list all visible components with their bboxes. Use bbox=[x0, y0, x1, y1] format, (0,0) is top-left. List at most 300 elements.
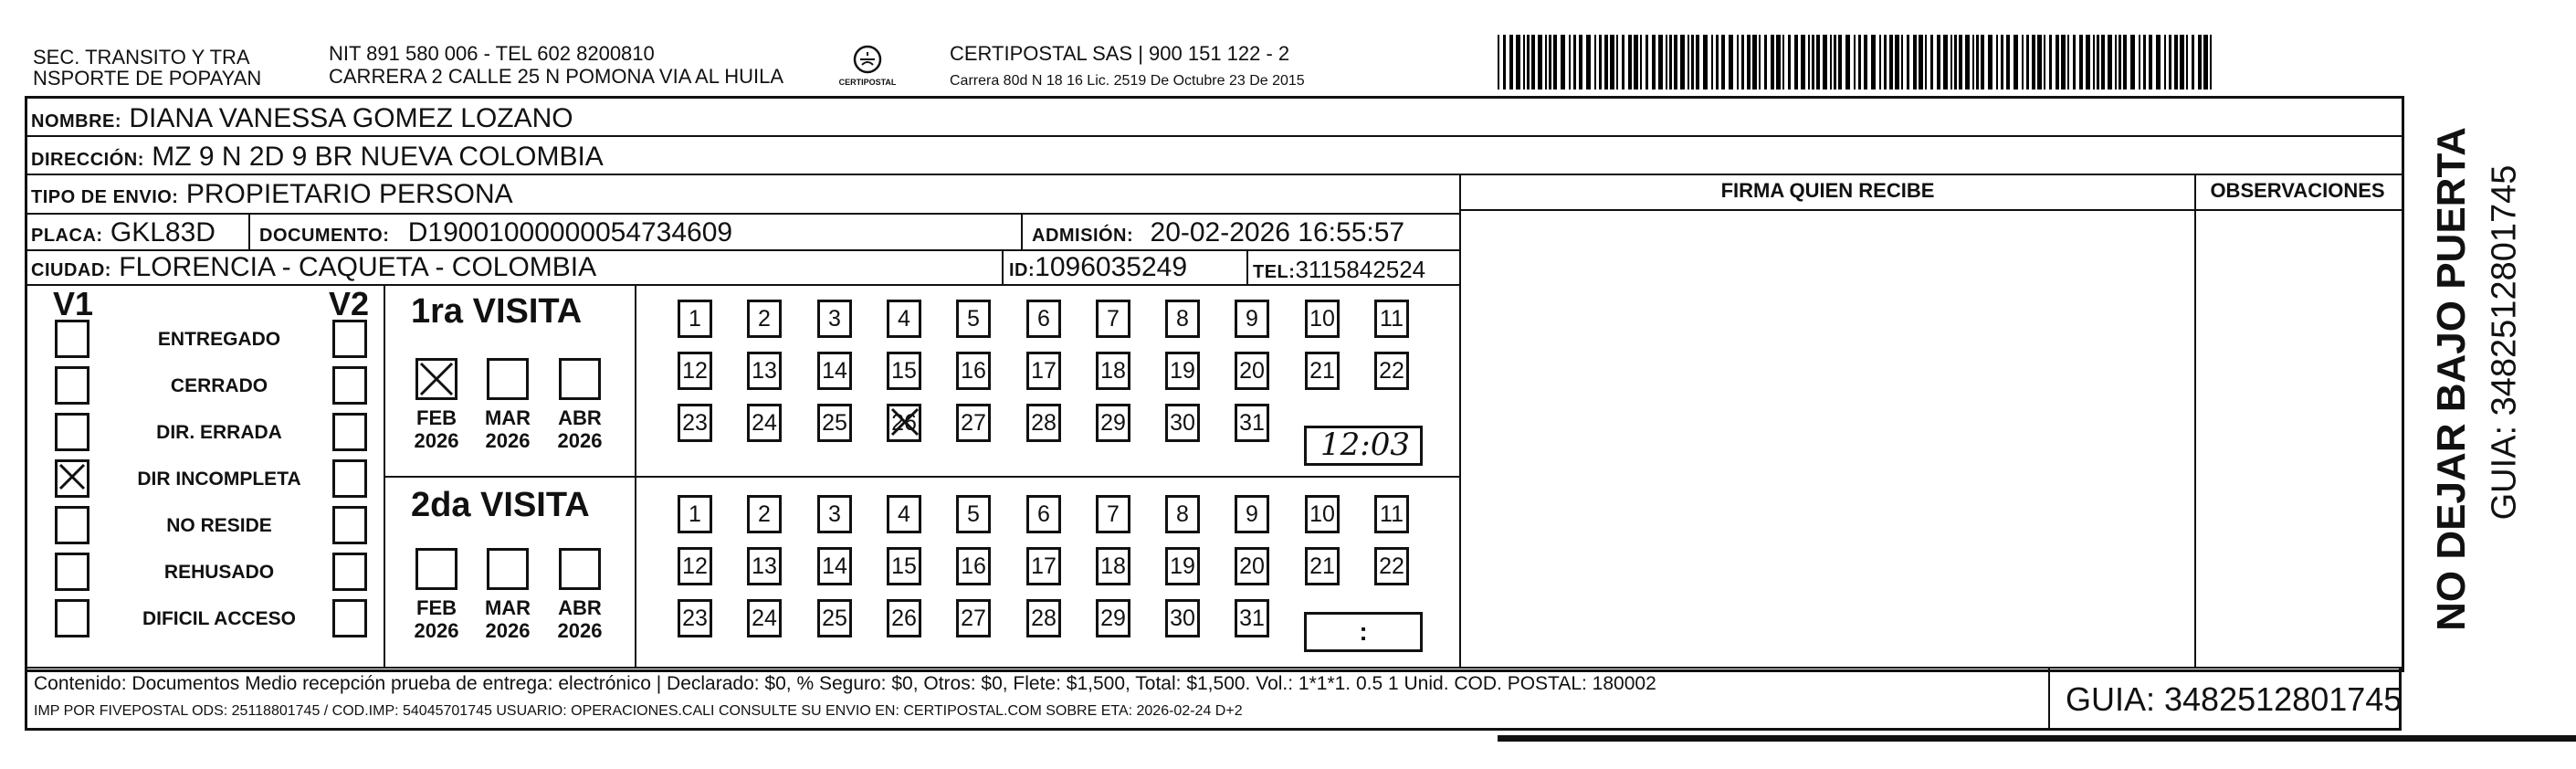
firma-header: FIRMA QUIEN RECIBE bbox=[1720, 179, 1935, 202]
day-box[interactable] bbox=[887, 300, 921, 338]
month-year: 2026 bbox=[557, 429, 603, 452]
month-name: MAR bbox=[484, 406, 531, 429]
status-label: REHUSADO bbox=[163, 562, 275, 583]
barcode-bar bbox=[2073, 35, 2076, 90]
day-number: 9 bbox=[1246, 306, 1258, 332]
barcode-bar bbox=[1879, 35, 1881, 90]
day-box[interactable] bbox=[817, 599, 852, 637]
barcode-bar bbox=[1930, 35, 1933, 90]
placa-value: GKL83D bbox=[110, 217, 216, 248]
barcode-bar bbox=[1943, 35, 1948, 90]
day-number: 31 bbox=[1239, 606, 1265, 631]
barcode-bar bbox=[1586, 35, 1591, 90]
day-box[interactable] bbox=[956, 495, 991, 533]
barcode-bar bbox=[2097, 35, 2099, 90]
month-label bbox=[480, 596, 535, 642]
barcode-bar bbox=[1711, 35, 1713, 90]
day-number: 5 bbox=[967, 501, 980, 527]
barcode-bar bbox=[1913, 35, 1917, 90]
v2-checkbox[interactable] bbox=[332, 599, 367, 637]
barcode-bar bbox=[2174, 35, 2178, 90]
day-box[interactable] bbox=[1026, 599, 1061, 637]
day-number: 11 bbox=[1380, 306, 1404, 332]
barcode-bar bbox=[1604, 35, 1608, 90]
day-number: 18 bbox=[1100, 553, 1126, 579]
v1-label: V1 bbox=[53, 285, 94, 322]
day-number: 6 bbox=[1037, 306, 1050, 332]
day-box[interactable] bbox=[1165, 352, 1200, 390]
first-visit-title: 1ra VISITA bbox=[411, 292, 583, 331]
barcode-bar bbox=[1788, 35, 1791, 90]
day-box[interactable] bbox=[1305, 495, 1340, 533]
barcode-bar bbox=[2180, 35, 2184, 90]
barcode-bar bbox=[1782, 35, 1784, 90]
barcode-bar bbox=[1737, 35, 1739, 90]
barcode-bar bbox=[1634, 35, 1638, 90]
barcode-bar bbox=[2130, 35, 2135, 90]
month-year: 2026 bbox=[414, 619, 459, 642]
day-box[interactable] bbox=[747, 547, 782, 585]
barcode-bar bbox=[1838, 35, 1842, 90]
barcode-bar bbox=[1680, 35, 1685, 90]
barcode-bar bbox=[1561, 35, 1565, 90]
day-number: 26 bbox=[891, 410, 917, 436]
barcode-bar bbox=[1545, 35, 1547, 90]
day-box[interactable] bbox=[678, 495, 712, 533]
day-box[interactable] bbox=[678, 599, 712, 637]
day-number: 18 bbox=[1100, 358, 1126, 384]
month-name: FEB bbox=[416, 406, 457, 429]
day-number: 17 bbox=[1031, 553, 1057, 579]
day-number: 4 bbox=[898, 306, 910, 332]
barcode-bar bbox=[2101, 35, 2105, 90]
month-label bbox=[552, 596, 607, 642]
day-box[interactable] bbox=[817, 300, 852, 338]
day-number: 7 bbox=[1107, 306, 1120, 332]
day-number: 15 bbox=[891, 553, 917, 579]
barcode-bar bbox=[1871, 35, 1876, 90]
day-number: 28 bbox=[1031, 410, 1057, 436]
divider bbox=[2194, 174, 2196, 667]
barcode-bar bbox=[2108, 35, 2112, 90]
first-visit-time-box[interactable] bbox=[1304, 426, 1423, 466]
day-box[interactable] bbox=[1374, 352, 1409, 390]
barcode-bar bbox=[1864, 35, 1867, 90]
month-checkbox[interactable] bbox=[415, 358, 457, 400]
day-number: 31 bbox=[1239, 410, 1265, 436]
day-number: 16 bbox=[961, 358, 986, 384]
day-number: 17 bbox=[1031, 358, 1057, 384]
day-number: 3 bbox=[828, 306, 841, 332]
id-value: 1096035249 bbox=[1035, 252, 1188, 282]
day-number: 3 bbox=[828, 501, 841, 527]
v2-checkbox[interactable] bbox=[332, 413, 367, 451]
day-box[interactable] bbox=[817, 404, 852, 442]
v2-label: V2 bbox=[329, 285, 370, 322]
day-number: 1 bbox=[689, 501, 701, 527]
status-label: ENTREGADO bbox=[157, 329, 281, 350]
day-box[interactable] bbox=[1235, 404, 1269, 442]
barcode-bar bbox=[1616, 35, 1618, 90]
day-box[interactable] bbox=[1374, 300, 1409, 338]
barcode-bar bbox=[2086, 35, 2090, 90]
status-label: DIR. ERRADA bbox=[156, 422, 282, 443]
second-visit-time-box[interactable]: : bbox=[1304, 612, 1423, 652]
barcode-bar bbox=[1884, 35, 1887, 90]
barcode-bar bbox=[2006, 35, 2010, 90]
day-box[interactable] bbox=[817, 547, 852, 585]
barcode-bar bbox=[1858, 35, 1861, 90]
barcode-bar bbox=[2169, 35, 2171, 90]
month-name: FEB bbox=[416, 596, 457, 619]
day-box[interactable] bbox=[956, 404, 991, 442]
barcode-bar bbox=[1752, 35, 1757, 90]
admision-value: 20-02-2026 16:55:57 bbox=[1150, 217, 1405, 248]
day-box[interactable] bbox=[678, 300, 712, 338]
barcode-bar bbox=[1669, 35, 1672, 90]
barcode-bar bbox=[2022, 35, 2024, 90]
month-checkbox[interactable] bbox=[487, 548, 529, 590]
day-box[interactable] bbox=[1165, 599, 1200, 637]
barcode-bar bbox=[2056, 35, 2059, 90]
day-number: 23 bbox=[682, 410, 708, 436]
month-year: 2026 bbox=[485, 619, 531, 642]
v1-checkbox[interactable] bbox=[55, 366, 89, 405]
barcode-bar bbox=[1549, 35, 1551, 90]
barcode-bar bbox=[1954, 35, 1957, 90]
barcode-bar bbox=[1645, 35, 1648, 90]
day-box[interactable] bbox=[956, 599, 991, 637]
day-box[interactable] bbox=[817, 495, 852, 533]
tipo-field bbox=[31, 179, 513, 213]
sender-line-1: SEC. TRANSITO Y TRA bbox=[33, 46, 250, 68]
v1-checkbox[interactable] bbox=[55, 506, 89, 544]
ciudad-value: FLORENCIA - CAQUETA - COLOMBIA bbox=[119, 252, 597, 282]
barcode-bar bbox=[1509, 35, 1513, 90]
barcode-bar bbox=[2061, 35, 2066, 90]
day-box[interactable] bbox=[1165, 547, 1200, 585]
divider bbox=[1002, 249, 1004, 284]
day-box[interactable] bbox=[1374, 547, 1409, 585]
barcode-bar bbox=[1573, 35, 1576, 90]
day-number: 24 bbox=[752, 410, 777, 436]
barcode-bar bbox=[1950, 35, 1952, 90]
day-box[interactable] bbox=[956, 547, 991, 585]
day-number: 16 bbox=[961, 553, 986, 579]
month-year: 2026 bbox=[557, 619, 603, 642]
direccion-field bbox=[31, 142, 604, 175]
barcode-bar bbox=[2049, 35, 2052, 90]
barcode-bar bbox=[1553, 35, 1557, 90]
tel-field bbox=[1253, 254, 1425, 288]
barcode-bar bbox=[1794, 35, 1798, 90]
day-box[interactable] bbox=[887, 599, 921, 637]
v1-checkbox[interactable] bbox=[55, 553, 89, 591]
day-box[interactable] bbox=[1235, 495, 1269, 533]
day-box[interactable] bbox=[817, 352, 852, 390]
nombre-field bbox=[31, 103, 573, 137]
barcode-bar bbox=[1729, 35, 1733, 90]
barcode-bar bbox=[1764, 35, 1767, 90]
barcode-bar bbox=[1937, 35, 1940, 90]
day-box[interactable] bbox=[678, 404, 712, 442]
direccion-value: MZ 9 N 2D 9 BR NUEVA COLOMBIA bbox=[152, 142, 604, 172]
day-number: 29 bbox=[1100, 606, 1126, 631]
status-label: CERRADO bbox=[170, 375, 268, 396]
month-label bbox=[409, 406, 464, 452]
barcode-bar bbox=[2037, 35, 2042, 90]
barcode-bar bbox=[2001, 35, 2003, 90]
day-number: 21 bbox=[1309, 553, 1335, 579]
barcode-bar bbox=[1907, 35, 1909, 90]
day-box[interactable] bbox=[887, 495, 921, 533]
barcode-bar bbox=[1845, 35, 1850, 90]
tel-label: TEL: bbox=[1253, 262, 1296, 282]
barcode-bar bbox=[1640, 35, 1642, 90]
barcode-bar bbox=[1741, 35, 1744, 90]
barcode-bar bbox=[1622, 35, 1624, 90]
day-box[interactable] bbox=[887, 352, 921, 390]
v2-checkbox[interactable] bbox=[332, 459, 367, 498]
footer-guia: GUIA: 3482512801745 bbox=[2066, 680, 2403, 718]
day-box[interactable] bbox=[1096, 599, 1130, 637]
barcode-bar bbox=[1919, 35, 1923, 90]
barcode-bar bbox=[1816, 35, 1820, 90]
v2-checkbox[interactable] bbox=[332, 320, 367, 358]
day-box[interactable] bbox=[747, 300, 782, 338]
barcode-bar bbox=[1895, 35, 1899, 90]
day-number: 23 bbox=[682, 606, 708, 631]
day-box[interactable] bbox=[1305, 300, 1340, 338]
day-number: 27 bbox=[961, 606, 986, 631]
documento-value: D19001000000054734609 bbox=[407, 217, 733, 248]
day-box[interactable] bbox=[1165, 300, 1200, 338]
day-box[interactable] bbox=[1305, 547, 1340, 585]
day-box[interactable] bbox=[1165, 495, 1200, 533]
certipostal-logo bbox=[836, 41, 899, 96]
barcode-bar bbox=[1721, 35, 1725, 90]
day-box[interactable] bbox=[1096, 495, 1130, 533]
second-visit-title: 2da VISITA bbox=[411, 486, 590, 524]
barcode-bar bbox=[2198, 35, 2202, 90]
day-number: 11 bbox=[1380, 501, 1404, 527]
day-box[interactable] bbox=[956, 300, 991, 338]
day-number: 25 bbox=[822, 606, 847, 631]
v1-checkbox[interactable] bbox=[55, 320, 89, 358]
month-name: ABR bbox=[558, 596, 602, 619]
divider bbox=[1246, 249, 1248, 284]
day-box[interactable] bbox=[747, 352, 782, 390]
divider bbox=[384, 476, 1461, 478]
barcode-bar bbox=[1972, 35, 1974, 90]
barcode-bar bbox=[2032, 35, 2035, 90]
v2-checkbox[interactable] bbox=[332, 366, 367, 405]
day-number: 8 bbox=[1176, 501, 1189, 527]
v2-checkbox[interactable] bbox=[332, 506, 367, 544]
x-mark-icon bbox=[418, 361, 455, 397]
barcode-bar bbox=[1538, 35, 1542, 90]
day-box[interactable] bbox=[1026, 404, 1061, 442]
day-number: 12 bbox=[682, 358, 708, 384]
month-checkbox[interactable] bbox=[487, 358, 529, 400]
barcode-bar bbox=[1531, 35, 1535, 90]
footer-imp-line: IMP POR FIVEPOSTAL ODS: 25118801745 / COD.IMP: 54045701745 USUARIO: OPERACIONES.CALI CONSULTE SU ENVIO EN: CERTIPOSTAL.COM SOBRE ETA: 2026-02-24 D+2 bbox=[34, 703, 1243, 719]
v1-checkbox[interactable] bbox=[55, 459, 89, 498]
barcode-bar bbox=[1703, 35, 1708, 90]
barcode-bar bbox=[1599, 35, 1602, 90]
day-number: 10 bbox=[1309, 501, 1335, 527]
nit-line: NIT 891 580 006 - TEL 602 8200810 bbox=[329, 42, 655, 65]
barcode-bar bbox=[1569, 35, 1571, 90]
barcode-bar bbox=[1503, 35, 1506, 90]
placa-label: PLACA: bbox=[31, 226, 103, 246]
barcode-bar bbox=[1666, 35, 1667, 90]
day-box[interactable] bbox=[887, 404, 921, 442]
ciudad-field bbox=[31, 252, 596, 286]
day-number: 19 bbox=[1170, 358, 1195, 384]
barcode-bar bbox=[1579, 35, 1582, 90]
month-label bbox=[480, 406, 535, 452]
barcode-bar bbox=[1834, 35, 1836, 90]
barcode-bar bbox=[1959, 35, 1962, 90]
divider bbox=[25, 213, 1460, 215]
day-box[interactable] bbox=[1235, 547, 1269, 585]
day-number: 28 bbox=[1031, 606, 1057, 631]
day-box[interactable] bbox=[1235, 599, 1269, 637]
observaciones-header: OBSERVACIONES bbox=[2210, 179, 2385, 202]
day-box[interactable] bbox=[747, 495, 782, 533]
id-field bbox=[1009, 252, 1187, 286]
day-box[interactable] bbox=[1235, 300, 1269, 338]
barcode-bar bbox=[2093, 35, 2095, 90]
sender-line-2: NSPORTE DE POPAYAN bbox=[33, 67, 262, 90]
barcode-bar bbox=[1747, 35, 1751, 90]
barcode-bar bbox=[1759, 35, 1761, 90]
day-number: 22 bbox=[1379, 358, 1404, 384]
divider bbox=[1021, 213, 1023, 249]
day-number: 1 bbox=[689, 306, 701, 332]
month-checkbox[interactable] bbox=[559, 358, 601, 400]
day-box[interactable] bbox=[747, 404, 782, 442]
barcode-bar bbox=[1594, 35, 1596, 90]
documento-label: DOCUMENTO: bbox=[259, 226, 390, 246]
barcode-bar bbox=[1901, 35, 1903, 90]
day-number: 14 bbox=[822, 358, 847, 384]
day-box[interactable] bbox=[1165, 404, 1200, 442]
barcode-bar bbox=[2203, 35, 2208, 90]
barcode-bar bbox=[1610, 35, 1614, 90]
barcode-bar bbox=[1801, 35, 1805, 90]
first-visit-time: 12:03 bbox=[1320, 427, 1410, 463]
no-dejar-text: NO DEJAR BAJO PUERTA bbox=[2429, 127, 2474, 631]
barcode-bar bbox=[1688, 35, 1689, 90]
month-checkbox[interactable] bbox=[415, 548, 457, 590]
barcode-bar bbox=[2013, 35, 2018, 90]
day-box[interactable] bbox=[1026, 495, 1061, 533]
barcode-bar bbox=[1771, 35, 1774, 90]
nombre-value: DIANA VANESSA GOMEZ LOZANO bbox=[129, 103, 573, 133]
month-label bbox=[552, 406, 607, 452]
day-box[interactable] bbox=[1305, 352, 1340, 390]
status-label: DIFICIL ACCESO bbox=[142, 608, 296, 629]
divider bbox=[2048, 667, 2050, 731]
tear-line bbox=[1498, 735, 2576, 742]
barcode-bar bbox=[2119, 35, 2121, 90]
v2-checkbox[interactable] bbox=[332, 553, 367, 591]
day-box[interactable] bbox=[956, 352, 991, 390]
side-warning bbox=[2420, 114, 2484, 644]
day-box[interactable] bbox=[678, 352, 712, 390]
day-number: 25 bbox=[822, 410, 847, 436]
month-checkbox[interactable] bbox=[559, 548, 601, 590]
day-number: 22 bbox=[1379, 553, 1404, 579]
barcode-bar bbox=[1776, 35, 1781, 90]
side-guia bbox=[2479, 114, 2529, 644]
barcode-bar bbox=[1658, 35, 1663, 90]
day-box[interactable] bbox=[678, 547, 712, 585]
day-box[interactable] bbox=[887, 547, 921, 585]
barcode-bar bbox=[1516, 35, 1520, 90]
day-number: 7 bbox=[1107, 501, 1120, 527]
day-number: 19 bbox=[1170, 553, 1195, 579]
day-number: 8 bbox=[1176, 306, 1189, 332]
month-year: 2026 bbox=[414, 429, 459, 452]
barcode-bar bbox=[1988, 35, 1992, 90]
barcode-bar bbox=[1696, 35, 1699, 90]
v1-checkbox[interactable] bbox=[55, 599, 89, 637]
side-guia-text: GUIA: 3482512801745 bbox=[2485, 164, 2524, 521]
barcode-bar bbox=[1976, 35, 1979, 90]
day-box[interactable] bbox=[1096, 300, 1130, 338]
barcode-bar bbox=[2149, 35, 2152, 90]
barcode-bar bbox=[2067, 35, 2069, 90]
barcode-bar bbox=[1691, 35, 1694, 90]
barcode bbox=[1498, 35, 2219, 90]
day-box[interactable] bbox=[1374, 495, 1409, 533]
day-box[interactable] bbox=[1096, 547, 1130, 585]
logo-text: CERTIPOSTAL bbox=[838, 78, 897, 87]
day-number: 30 bbox=[1170, 410, 1195, 436]
v1-checkbox[interactable] bbox=[55, 413, 89, 451]
barcode-bar bbox=[2143, 35, 2146, 90]
day-number: 21 bbox=[1309, 358, 1335, 384]
day-box[interactable] bbox=[1096, 404, 1130, 442]
barcode-bar bbox=[1812, 35, 1814, 90]
barcode-bar bbox=[2123, 35, 2127, 90]
barcode-bar bbox=[2079, 35, 2083, 90]
day-box[interactable] bbox=[747, 599, 782, 637]
month-label bbox=[409, 596, 464, 642]
ciudad-label: CIUDAD: bbox=[31, 260, 111, 280]
month-year: 2026 bbox=[485, 429, 531, 452]
day-number: 9 bbox=[1246, 501, 1258, 527]
barcode-bar bbox=[1652, 35, 1656, 90]
day-number: 27 bbox=[961, 410, 986, 436]
day-box[interactable] bbox=[1026, 352, 1061, 390]
day-number: 13 bbox=[752, 553, 777, 579]
status-label: NO RESIDE bbox=[166, 515, 272, 536]
day-box[interactable] bbox=[1235, 352, 1269, 390]
day-box[interactable] bbox=[1096, 352, 1130, 390]
barcode-bar bbox=[2186, 35, 2188, 90]
day-box[interactable] bbox=[1026, 300, 1061, 338]
barcode-bar bbox=[1498, 35, 1499, 90]
x-mark-icon bbox=[889, 406, 920, 437]
day-number: 26 bbox=[891, 606, 917, 631]
license-line: Carrera 80d N 18 16 Lic. 2519 De Octubre 23 De 2015 bbox=[950, 73, 1305, 89]
admision-label: ADMISIÓN: bbox=[1032, 226, 1134, 246]
day-box[interactable] bbox=[1026, 547, 1061, 585]
